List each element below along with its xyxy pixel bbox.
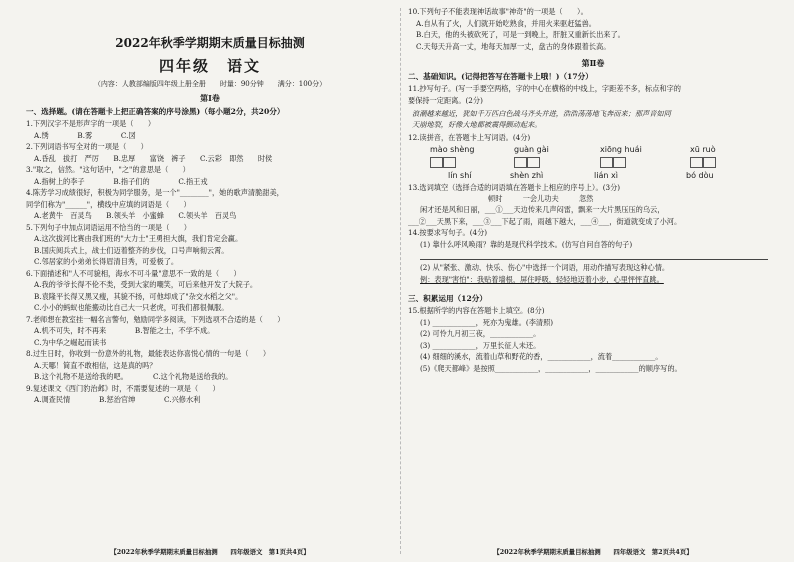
question-11: 11.抄写句子。(写一手要空两格，字的中心在横格的中线上，字距差不多，标点和字的: [408, 84, 681, 93]
answer-option: B.国庆阅兵式上，战士们迈着整齐的步伐，口号声响彻云霄。: [34, 245, 229, 255]
grade-subject: 四年级 语文: [158, 57, 261, 75]
q14-part-2: (2) 从"紧张、激动、快乐、伤心"中选择一个词语，用动作描写表现这种心情。: [420, 263, 670, 272]
left-page: [26, 6, 394, 556]
right-page: [408, 6, 778, 556]
section-two-heading: 二、基础知识。(记得把答写在答题卡上哦！)（17分）: [408, 72, 593, 81]
answer-option: A.调查民情 B.惩治官绅 C.兴修水利: [34, 395, 201, 404]
question-stem: 9.复述课文《西门豹治邺》时，不需要复述的一项是（ ）: [26, 383, 220, 393]
copy-passage: [408, 106, 778, 132]
question-15: 15.根据所学的内容在答题卡上填空。(8分): [408, 306, 545, 315]
question-stem: 2.下列词语书写全对的一项是（ ）: [26, 142, 148, 151]
q10-option: B.白天，他的头被砍死了，可是一到晚上，肝脏又重新长出来了。: [416, 30, 625, 39]
answer-boxes-1: [408, 157, 778, 168]
section-one-heading: 一、选择题。(请在答题卡上把正确答案的序号涂黑)（每小题2分，共20分）: [26, 107, 285, 116]
q15-item: (5)《爬天都峰》是按照____________，____________，____________的顺序写的。: [420, 363, 682, 373]
answer-option: A.我的爷爷长得不伦不类，受到大家的嘲笑，可后来他开发了大院子。: [34, 280, 258, 289]
pinyin: xū ruò: [690, 144, 716, 154]
volume-two-heading: 第Ⅱ卷: [581, 58, 605, 68]
question-stem: 同学们称为"______"，横线中应填的词语是（ ）: [26, 199, 191, 209]
pinyin-row-2: [408, 170, 778, 182]
question-stem: 1.下列汉字不是形声字的一项是（ ）: [26, 119, 156, 128]
answer-option: C.邻居家的小弟弟长得眉清目秀，可爱极了。: [34, 257, 179, 266]
question-12: 12.读拼音，在答题卡上写词语。(4分): [408, 133, 531, 142]
page-footer-left: 【2022年秋季学期期末质量目标抽测 四年级语文 第1页共4页】: [110, 548, 310, 556]
answer-option: B.这个礼物不是送给我的吧。 C.这个礼物是送给我的。: [34, 372, 233, 381]
pinyin-row-1: [408, 144, 778, 156]
word-choices: [408, 193, 778, 204]
pinyin: bó dòu: [686, 170, 714, 180]
question-list-left: [26, 118, 394, 406]
answer-option: A.绣 B.雾 C.㘝: [34, 130, 136, 140]
pinyin: guàn gài: [514, 144, 549, 154]
q15-item: (2) 可怜九月初三夜，____________。: [420, 329, 541, 338]
q13-passage: ___②___天黑下来，___③___下起了雨，雨越下越大，___④___，街道就变成了小河。: [408, 216, 682, 226]
section-three-heading: 三、积累运用（12分）: [408, 294, 487, 303]
pinyin: mào shèng: [430, 144, 475, 154]
pinyin: lián xì: [594, 170, 618, 180]
question-10: 10.下列句子不能表现神话故事"神奇"的一项是（ ）。: [408, 7, 588, 16]
question-stem: 8.过生日时，你收到一份意外的礼物，最能表达你喜悦心情的一句是（ ）: [26, 349, 271, 358]
copy-line: 浪潮越来越近，犹如千万匹白色战马齐头并进，浩浩荡荡地飞奔而来；那声音如同: [412, 109, 671, 118]
word-choice: 顿时: [488, 194, 503, 203]
answer-option: A.机不可失，时不再来 B.智能之士，不学不成。: [34, 326, 215, 335]
question-stem: 5.下列句子中加点词语运用不恰当的一项是（ ）: [26, 222, 191, 232]
question-stem: 3."取之，信然。"这句话中，"之"的意思是（ ）: [26, 165, 190, 174]
q15-item: (3) ____________，万里长征人未还。: [420, 340, 541, 350]
answer-option: B.袁隆平长得又黑又瘦，其貌不扬，可他却成了"杂交水稻之父"。: [34, 291, 243, 301]
question-13: 13.选词填空（选择合适的词语填在答题卡上相应的序号上）。(3分): [408, 182, 621, 192]
answer-option: A.这次拔河比赛由我们班的"大力士"王勇担大旗，我们肯定会赢。: [34, 234, 243, 243]
q13-passage: 闲才还是风和日丽，___①___天边传来几声闷雷，飘来一大片黑压压的乌云，: [420, 205, 665, 214]
pinyin: xiōng huái: [600, 144, 642, 154]
q15-item: (4) 细细的溪水，流着山草和野花的香，____________，流着____________。: [420, 352, 663, 361]
question-14: 14.按要求写句子。(4分): [408, 228, 488, 237]
pinyin: shèn zhì: [510, 170, 544, 180]
answer-line: [420, 250, 768, 260]
q15-item: (1) ____________，死亦为鬼雄。(李清照): [420, 317, 554, 327]
q10-option: C.天每天升高一丈，地每天加厚一丈，盘古的身体跟着长高。: [416, 41, 611, 51]
word-choice: 忽然: [578, 194, 594, 203]
pinyin: lín shí: [448, 170, 472, 180]
copy-line: 天崩地裂，好像大地都被震得颤动起来。: [412, 120, 542, 129]
question-11-cont: 要保持一定距离。(2分): [408, 95, 483, 105]
answer-option: A.老黄牛 百灵鸟 B.领头羊 小蜜蜂 C.领头羊 百灵鸟: [34, 211, 237, 220]
exam-title: 2022年秋季学期期末质量目标抽测: [115, 36, 305, 50]
q10-option: A.自从有了火，人们就开始吃熟食，并用火来驱赶猛兽。: [416, 18, 596, 28]
question-stem: 6.下面描述和"人不可貌相，海水不可斗量"意思不一致的是（ ）: [26, 268, 241, 278]
page-footer-right: 【2022年秋季学期期末质量目标抽测 四年级语文 第2页共4页】: [493, 548, 693, 556]
answer-option: A.天哪！简直不敢相信，这是真的吗？: [34, 360, 157, 370]
q14-example: 例：表现"害怕"：我贴着墙根，屏住呼吸，轻轻地迈着小步，心里怦怦直跳。: [420, 274, 664, 284]
q14-part-1: (1) 靠什么呼风唤雨？靠的是现代科学技术。(仿写自问自答的句子): [420, 239, 633, 249]
answer-option: C.小小的蚂蚁也能搬动比自己大一只老虎，可我们都很佩服。: [34, 303, 229, 312]
exam-meta: （内容：人教部编版四年级上册全册 时量：90分钟 满分：100分）: [93, 80, 327, 88]
question-stem: 7.老师想在教室挂一幅名言警句，勉励同学多阅读，下列选项不合适的是（ ）: [26, 314, 285, 324]
word-choice: 一会儿功夫: [522, 194, 559, 203]
answer-option: A.指树上的李子 B.指子们的 C.指王戎: [34, 176, 208, 186]
answer-option: C.为中华之崛起而读书: [34, 337, 107, 347]
page-divider: [400, 8, 401, 554]
answer-option: A.昏乱 拔打 严厉 B.忠厚 富饶 裤子 C.云彩 即然 时侯: [34, 153, 273, 163]
volume-one-heading: 第Ⅰ卷: [200, 93, 220, 103]
question-stem: 4.陈芳学习成绩很好，积极为同学服务，是一个"________"，她的歌声清脆甜美，: [26, 188, 284, 197]
